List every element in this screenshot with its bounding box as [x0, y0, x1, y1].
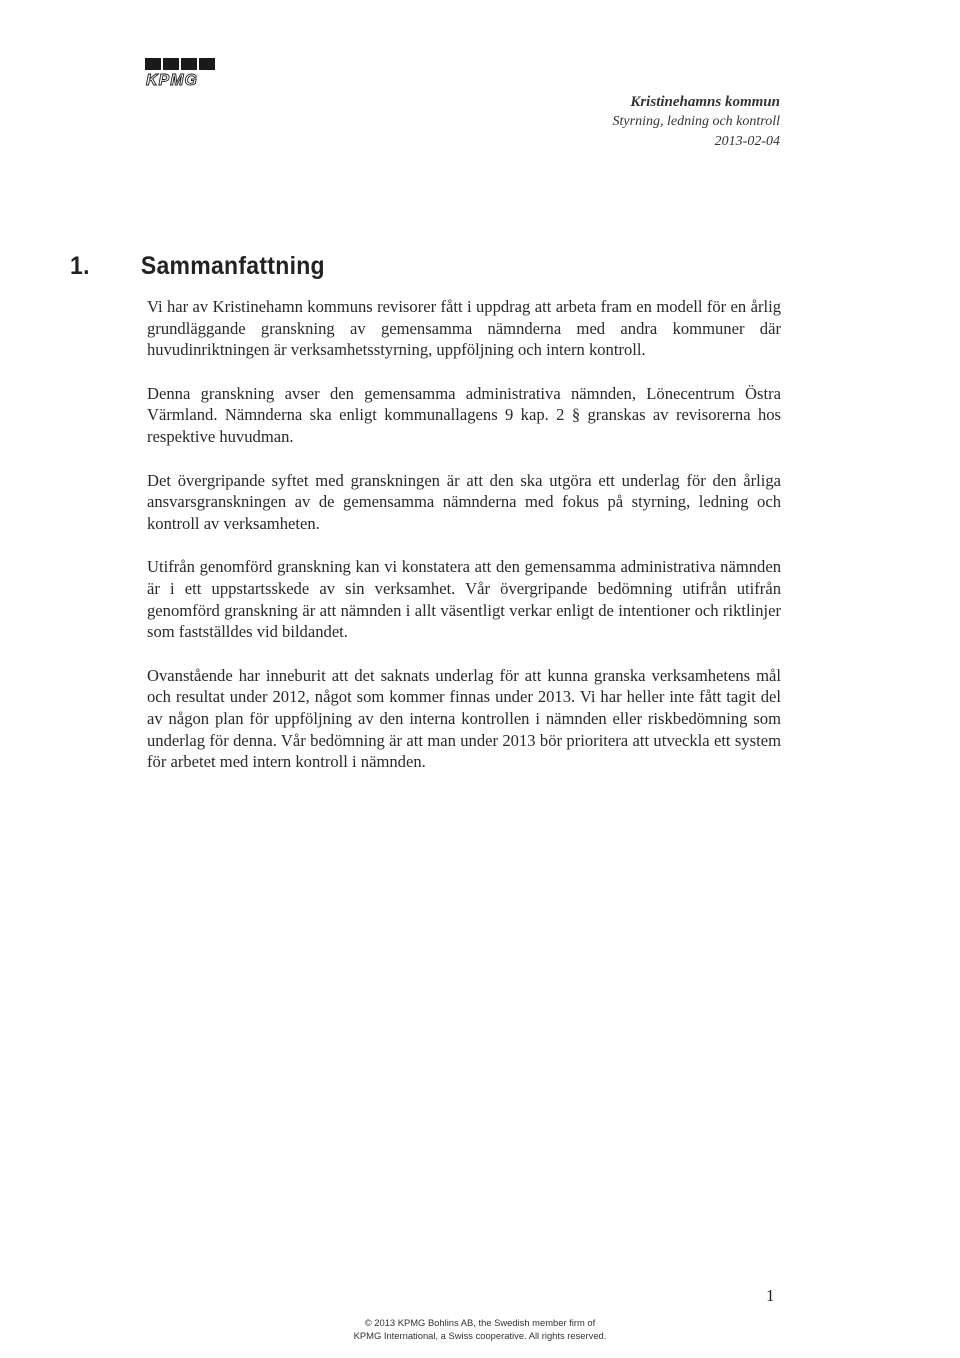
paragraph: Utifrån genomförd granskning kan vi konstatera att den gemensamma administrativa nämnden är i ett uppstartsskede av sin verksamhet. Vår övergripande bedömning utifrån utifrån genomförd granskning är att nämnden i allt väsentligt verkar enligt de intentioner och riktlinjer som fastställdes vid bildandet.: [147, 557, 781, 642]
kpmg-logo: [145, 58, 217, 88]
report-date: 2013-02-04: [714, 134, 780, 149]
footer-line: KPMG International, a Swiss cooperative. All rights reserved.: [353, 1330, 607, 1341]
paragraph: Denna granskning avser den gemensamma administrativa nämnden, Lönecentrum Östra Värmland. Nämnderna ska enligt kommunallagens 9 kap. 2 § granskas av revisorerna hos respektive huvudman.: [147, 383, 781, 446]
document-header: [613, 92, 780, 152]
logo-text: KPMG: [146, 72, 198, 88]
paragraph: Vi har av Kristinehamn kommuns revisorer fått i uppdrag att arbeta fram en modell för en årlig grundläggande granskning av gemensamma nämnderna med andra kommuner där huvudinriktningen är verksamhetsstyrning, uppföljning och intern kontroll.: [147, 297, 781, 360]
section-number: 1.: [70, 252, 90, 280]
paragraph: Ovanstående har inneburit att det saknats underlag för att kunna granska verksamhetens mål och resultat under 2012, något som kommer finnas under 2013. Vi har heller inte fått tagit del av någon plan för uppföljning av den interna kontrollen i nämnden eller riskbedömning som underlag för denna. Vår bedömning är att man under 2013 bör prioritera att utveckla ett system för arbetet med intern kontroll i nämnden.: [147, 665, 781, 772]
copyright-footer: [300, 1316, 660, 1342]
report-title: Styrning, ledning och kontroll: [612, 114, 780, 129]
footer-line: © 2013 KPMG Bohlins AB, the Swedish member firm of: [364, 1317, 596, 1328]
paragraph: Det övergripande syftet med granskningen är att den ska utgöra ett underlag för den årliga ansvarsgranskningen av de gemensamma nämnderna med fokus på styrning, ledning och kontroll av verksamheten.: [147, 470, 781, 533]
organization-name: Kristinehamns kommun: [630, 94, 780, 110]
section-title: Sammanfattning: [140, 252, 325, 280]
page-number: 1: [766, 1286, 775, 1305]
kpmg-logo-icon: [145, 58, 217, 88]
summary-body: [147, 296, 781, 795]
section-heading: [70, 252, 325, 281]
